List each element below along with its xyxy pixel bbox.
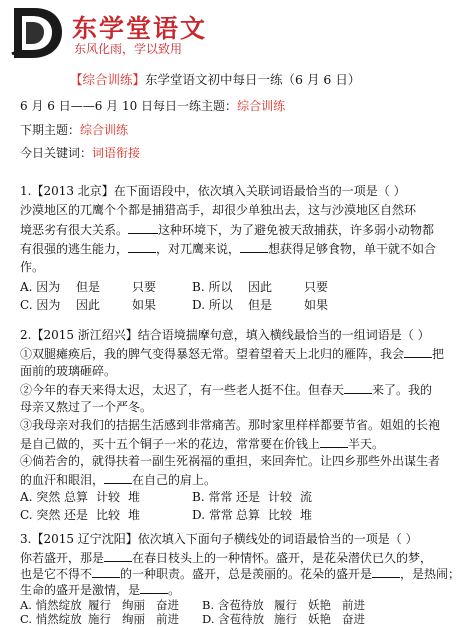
brand-logo-icon xyxy=(8,4,64,60)
q2-line: 面前的玻璃砸碎。 xyxy=(20,364,117,378)
blank xyxy=(92,566,120,578)
blank xyxy=(404,346,432,358)
title-text: 东学堂语文初中每日一练（6 月 6 日） xyxy=(145,72,361,87)
blank xyxy=(344,382,372,394)
page-header xyxy=(8,4,448,60)
keyword-line xyxy=(20,146,140,161)
q2-option-row: A. 突然 总算 计较 堆 B. 常常 还是 计较 流 xyxy=(20,490,313,504)
blank xyxy=(104,550,132,562)
blank xyxy=(320,436,348,448)
next-theme: 综合训练 xyxy=(80,123,129,137)
blank xyxy=(240,241,268,253)
q2-stem: 2.【2015 浙江绍兴】结合语境揣摩句意，填入横线最恰当的一组词语是（ ） xyxy=(20,328,430,342)
blank xyxy=(128,222,158,234)
blank xyxy=(104,472,132,484)
q1-line: 沙漠地区的兀鹰个个都是捕猎高手，却很少单独出去，这与沙漠地区自然环 xyxy=(20,203,417,217)
date-range: 6 月 6 日——6 月 10 日每日一练主题： xyxy=(20,99,238,113)
q2-line: ②今年的春天来得太迟，太迟了，有一些老人挺不住。但春天 来了。我的 xyxy=(20,383,433,397)
title-tag: 【综合训练】 xyxy=(70,72,146,87)
q3-line: 生命的盛开是激情，是 。 xyxy=(20,583,181,597)
q2-line: 母亲又熬过了一个严冬。 xyxy=(20,400,153,414)
blank xyxy=(140,582,168,594)
brand-slogan: 东风化雨，学以致用 xyxy=(74,42,183,56)
q2-line: 的血汗和眼泪， 在自己的肩上。 xyxy=(20,473,217,487)
q2-line: 是自己做的，买十五个铜子一米的花边，常常要在价钱上 半天。 xyxy=(20,437,385,451)
q1-line: 作。 xyxy=(20,260,45,274)
q3-option-row: A. 悄然绽放 履行 绚丽 奋进 B. 含苞待放 履行 妖艳 前进 xyxy=(20,598,365,612)
blank xyxy=(372,566,400,578)
q1-line: 有很强的逃生能力， ，对兀鹰来说， 想获得足够食物，单干就不如合 xyxy=(20,242,437,256)
keyword: 词语衔接 xyxy=(92,146,141,160)
blank xyxy=(128,241,156,253)
brand-name: 东学堂语文 xyxy=(72,14,208,43)
q2-line: ③我母亲对我们的拮据生活感到非常痛苦。那时家里样样都要节省。姐姐的长袍 xyxy=(20,418,441,432)
document-title xyxy=(70,72,360,87)
q2-option-row: C. 突然 还是 比较 堆 D. 常常 总算 比较 堆 xyxy=(20,508,313,522)
q3-line: 也是它不得不 的一种职责。盛开，总是羡丽的。花朵的盛开是 ，是热闹； xyxy=(20,567,460,581)
q3-line: 你若盛开，那是 在春日枝头上的一种情怀。盛开，是花朵潜伏已久的梦， xyxy=(20,551,433,565)
q1-option-row: C. 因为 因此 如果 D. 所以 但是 如果 xyxy=(20,298,329,312)
q1-stem: 1.【2013 北京】在下面语段中，依次填入关联词语最恰当的一项是（ ） xyxy=(20,184,406,198)
next-label: 下期主题： xyxy=(20,123,81,137)
keyword-label: 今日关键词： xyxy=(20,146,93,160)
q1-option-row: A. 因为 但是 只要 B. 所以 因此 只要 xyxy=(20,280,329,294)
q3-stem: 3.【2015 辽宁沈阳】依次填入下面句子横线处的词语最恰当的一项是（ ） xyxy=(20,532,418,546)
q3-option-row: C. 悄然绽放 施行 绚丽 前进 D. 含苞待放 施行 妖艳 奋进 xyxy=(20,612,365,626)
date-theme-line xyxy=(20,99,285,114)
q1-line: 境恶劣有很大关系。 这种环境下，为了避免被天敌捕获，许多弱小动物都 xyxy=(20,223,435,237)
date-theme: 综合训练 xyxy=(237,99,286,113)
next-theme-line xyxy=(20,123,128,138)
q2-line: ④倘若舍的，就得扶着一副生死祸福的重担，来回奔忙。让四乡那些外出谋生者 xyxy=(20,454,441,468)
q2-line: ①双腿瘫痪后，我的脾气变得暴怒无常。望着望着天上北归的雁阵，我会 把 xyxy=(20,347,445,361)
